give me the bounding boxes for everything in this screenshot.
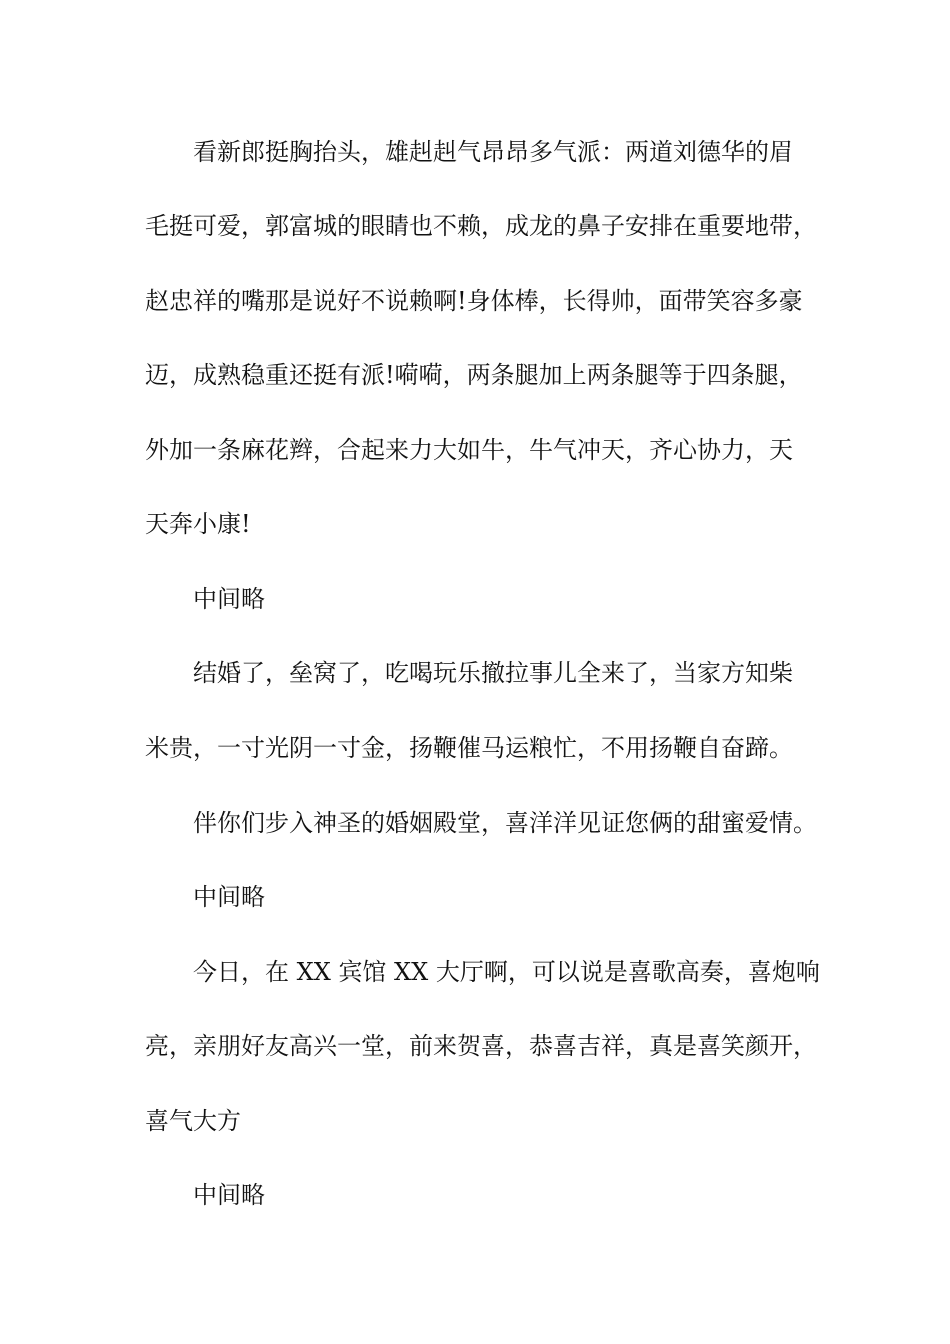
paragraph-line: 迈，成熟稳重还挺有派!嗬嗬，两条腿加上两条腿等于四条腿， bbox=[145, 361, 803, 389]
paragraph-line: 今日，在 XX 宾馆 XX 大厅啊，可以说是喜歌高奏，喜炮响 bbox=[193, 958, 820, 986]
paragraph-line: 天奔小康! bbox=[145, 510, 251, 538]
paragraph-line: 赵忠祥的嘴那是说好不说赖啊!身体棒，长得帅，面带笑容多豪 bbox=[145, 287, 803, 315]
omission-note: 中间略 bbox=[193, 1181, 265, 1209]
paragraph-line: 结婚了，垒窝了，吃喝玩乐撤拉事儿全来了，当家方知柴 bbox=[193, 659, 793, 687]
paragraph-line: 喜气大方 bbox=[145, 1107, 241, 1135]
paragraph-line: 伴你们步入神圣的婚姻殿堂，喜洋洋见证您俩的甜蜜爱情。 bbox=[193, 809, 817, 837]
paragraph-line: 看新郎挺胸抬头，雄赳赳气昂昂多气派：两道刘德华的眉 bbox=[193, 138, 793, 166]
paragraph-line: 米贵，一寸光阴一寸金，扬鞭催马运粮忙，不用扬鞭自奋蹄。 bbox=[145, 734, 793, 762]
omission-note: 中间略 bbox=[193, 883, 265, 911]
paragraph-line: 外加一条麻花辫，合起来力大如牛，牛气冲天，齐心协力，天 bbox=[145, 436, 793, 464]
paragraph-line: 毛挺可爱，郭富城的眼睛也不赖，成龙的鼻子安排在重要地带， bbox=[145, 212, 817, 240]
omission-note: 中间略 bbox=[193, 585, 265, 613]
paragraph-line: 亮，亲朋好友高兴一堂，前来贺喜，恭喜吉祥，真是喜笑颜开， bbox=[145, 1032, 817, 1060]
